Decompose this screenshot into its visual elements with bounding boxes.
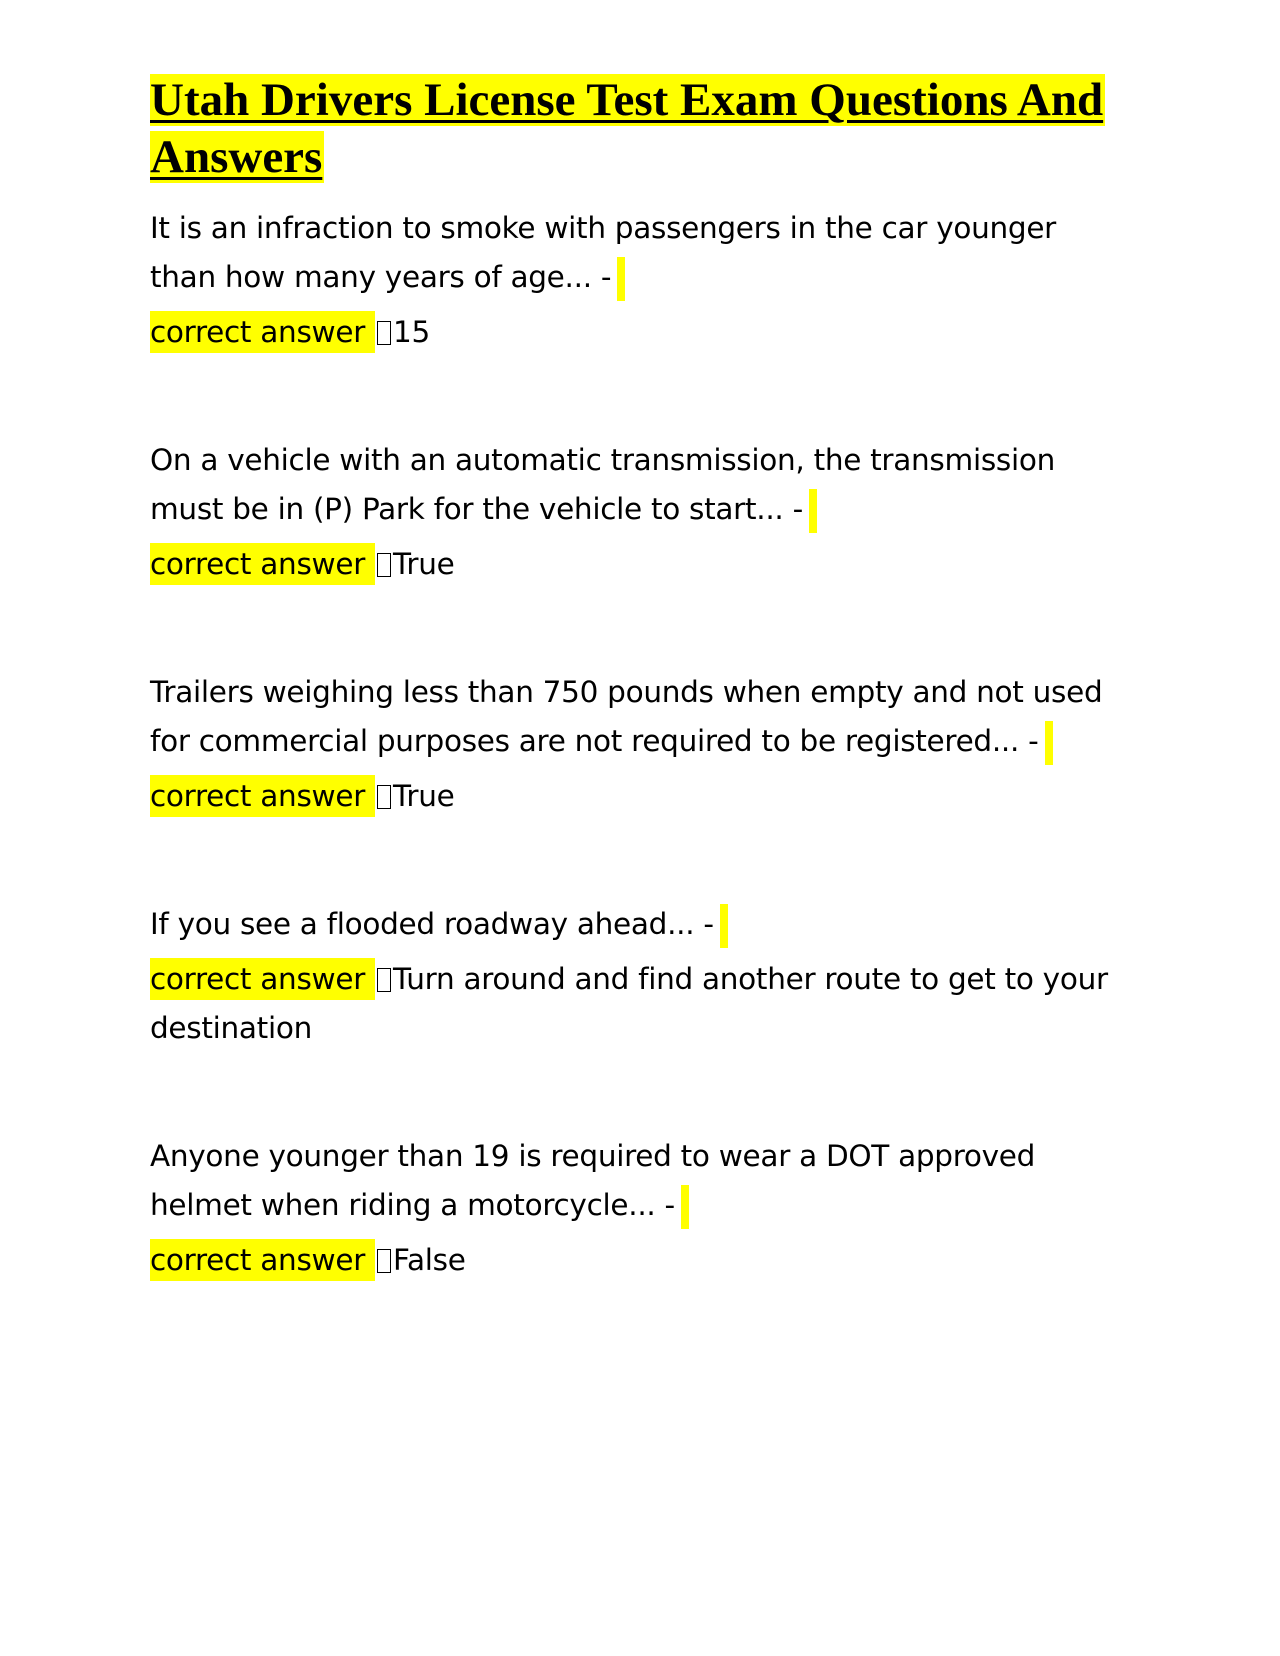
question-text — [150, 204, 1130, 302]
answer-4: Turn around and find another route to get to your destination — [150, 962, 1108, 1045]
title-text: Utah Drivers License Test Exam Questions And Answers — [150, 74, 1104, 183]
answer-5: False — [393, 1243, 466, 1277]
answer-line — [150, 772, 1130, 821]
answer-2: True — [393, 547, 455, 581]
answer-line — [150, 308, 1130, 357]
missing-glyph-icon — [377, 553, 391, 577]
missing-glyph-icon — [377, 785, 391, 809]
question-1: It is an infraction to smoke with passengers in the car younger than how many years of age... - — [150, 211, 1057, 294]
qa-item — [150, 436, 1130, 589]
answer-label: correct answer — [150, 311, 375, 353]
answer-label: correct answer — [150, 958, 375, 1000]
document-content — [150, 72, 1130, 1285]
question-text — [150, 1132, 1130, 1230]
highlight-marker — [617, 257, 625, 301]
qa-item — [150, 668, 1130, 821]
missing-glyph-icon — [377, 968, 391, 992]
answer-line — [150, 540, 1130, 589]
question-text — [150, 668, 1130, 766]
question-5: Anyone younger than 19 is required to wear a DOT approved helmet when riding a motorcycle... - — [150, 1139, 1036, 1222]
qa-item — [150, 204, 1130, 357]
highlight-marker — [1045, 721, 1053, 765]
qa-item — [150, 900, 1130, 1053]
answer-label: correct answer — [150, 543, 375, 585]
qa-item — [150, 1132, 1130, 1285]
question-text — [150, 436, 1130, 534]
highlight-marker — [720, 904, 728, 948]
document-title — [150, 72, 1130, 186]
answer-line — [150, 955, 1130, 1053]
answer-label: correct answer — [150, 775, 375, 817]
missing-glyph-icon — [377, 1249, 391, 1273]
question-text — [150, 900, 1130, 949]
answer-label: correct answer — [150, 1239, 375, 1281]
highlight-marker — [681, 1185, 689, 1229]
answer-1: 15 — [393, 315, 430, 349]
answer-3: True — [393, 779, 455, 813]
question-4: If you see a flooded roadway ahead... - — [150, 907, 714, 941]
question-3: Trailers weighing less than 750 pounds when empty and not used for commercial purposes are not required to be registered... - — [150, 675, 1103, 758]
highlight-marker — [809, 489, 817, 533]
question-2: On a vehicle with an automatic transmission, the transmission must be in (P) Park for the vehicle to start... - — [150, 443, 1056, 526]
answer-line — [150, 1236, 1130, 1285]
missing-glyph-icon — [377, 321, 391, 345]
